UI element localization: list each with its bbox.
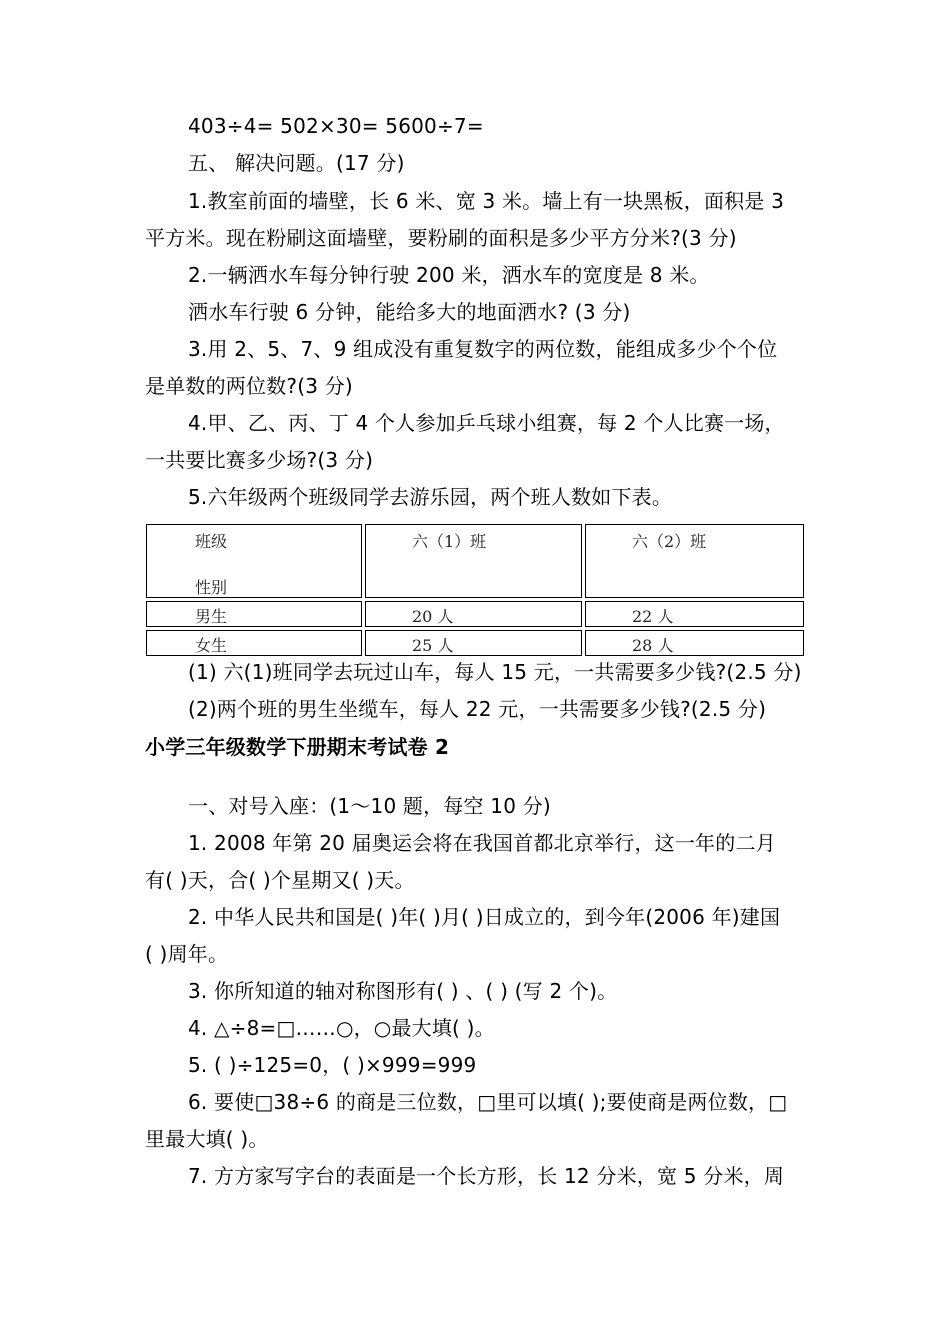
- section-heading-1: 一、对号入座：(1～10 题，每空 10 分): [188, 794, 551, 818]
- girls-class-1: 25 人: [412, 636, 454, 655]
- table-row: [146, 630, 362, 656]
- corner-label-class: 班级: [195, 532, 228, 551]
- problem-2-line-1: 2.一辆洒水车每分钟行驶 200 米，洒水车的宽度是 8 米。: [188, 263, 710, 287]
- problem-1-line-1: 1.教室前面的墙壁，长 6 米、宽 3 米。墙上有一块黑板，面积是 3: [188, 189, 785, 213]
- table-header-col2: [585, 524, 804, 598]
- question-5-2: (2)两个班的男生坐缆车，每人 22 元，一共需要多少钱?(2.5 分): [188, 697, 767, 721]
- problem-4-line-2: 一共要比赛多少场?(3 分): [145, 448, 374, 472]
- table-header-corner: [146, 524, 362, 598]
- row-label-girls: 女生: [195, 636, 228, 655]
- problem-3-line-1: 3.用 2、5、7、9 组成没有重复数字的两位数，能组成多少个个位: [188, 337, 778, 361]
- boys-class-2: 22 人: [632, 607, 674, 626]
- section-heading-5: 五、 解决问题。(17 分): [188, 151, 405, 175]
- item-1-line-1: 1. 2008 年第 20 届奥运会将在我国首都北京举行，这一年的二月: [188, 831, 776, 855]
- problem-1-line-2: 平方米。现在粉刷这面墙壁，要粉刷的面积是多少平方分米?(3 分): [145, 226, 737, 250]
- problem-5-intro: 5.六年级两个班级同学去游乐园，两个班人数如下表。: [188, 485, 673, 509]
- problem-4-line-1: 4.甲、乙、丙、丁 4 个人参加乒乓球小组赛，每 2 个人比赛一场，: [188, 411, 785, 435]
- item-4: 4. △÷8=□……○，○最大填( )。: [188, 1016, 495, 1040]
- table-header-col1: [365, 524, 582, 598]
- item-2-line-2: ( )周年。: [145, 942, 229, 966]
- item-7-line-1: 7. 方方家写字台的表面是一个长方形，长 12 分米，宽 5 分米，周: [188, 1164, 785, 1188]
- problem-2-line-2: 洒水车行驶 6 分钟，能给多大的地面洒水? (3 分): [188, 300, 631, 324]
- exam-title: 小学三年级数学下册期末考试卷 2: [145, 735, 450, 759]
- calc-line: 403÷4= 502×30= 5600÷7=: [188, 114, 484, 138]
- item-1-line-2: 有( )天，合( )个星期又( )天。: [145, 868, 415, 892]
- item-2-line-1: 2. 中华人民共和国是( )年( )月( )日成立的，到今年(2006 年)建国: [188, 905, 781, 929]
- item-3: 3. 你所知道的轴对称图形有( ) 、( ) (写 2 个)。: [188, 979, 618, 1003]
- girls-class-2: 28 人: [632, 636, 674, 655]
- row-label-boys: 男生: [195, 607, 228, 626]
- item-6-line-1: 6. 要使□38÷6 的商是三位数，□里可以填( );要使商是两位数，□: [188, 1090, 788, 1114]
- question-5-1: (1) 六(1)班同学去玩过山车，每人 15 元，一共需要多少钱?(2.5 分): [188, 660, 802, 684]
- table-cell: [585, 601, 804, 627]
- table-row: [146, 601, 362, 627]
- header-class-1: 六（1）班: [412, 532, 487, 551]
- table-cell: [365, 630, 582, 656]
- table-cell: [365, 601, 582, 627]
- problem-3-line-2: 是单数的两位数?(3 分): [145, 374, 353, 398]
- boys-class-1: 20 人: [412, 607, 454, 626]
- table-cell: [585, 630, 804, 656]
- item-5: 5. ( )÷125=0，( )×999=999: [188, 1053, 477, 1077]
- header-class-2: 六（2）班: [632, 532, 707, 551]
- corner-label-gender: 性别: [195, 578, 228, 597]
- item-6-line-2: 里最大填( )。: [145, 1127, 269, 1151]
